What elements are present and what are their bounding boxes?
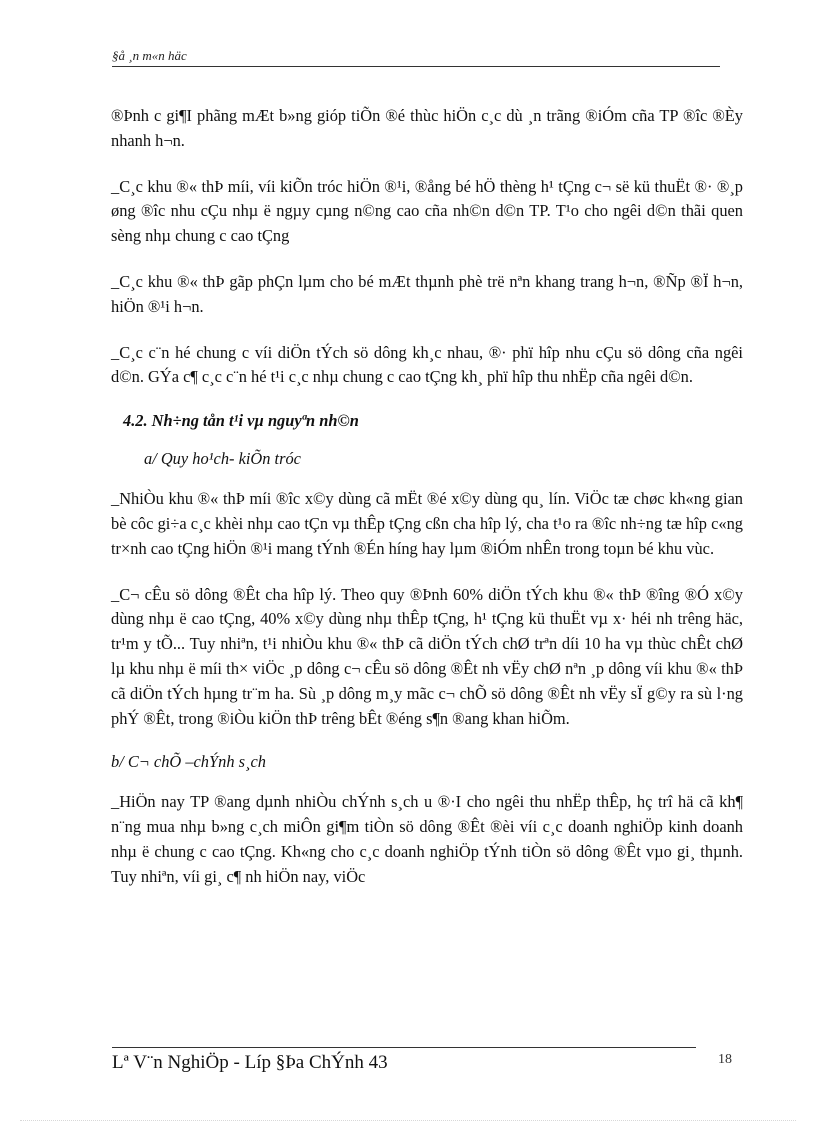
paragraph: ®Þnh c gi¶I phãng mÆt b»ng gióp tiÕn ®é thùc hiÖn c¸c dù ¸n trãng ®iÓm cña TP ®îc ®Èy nhanh h¬n. xyxy=(111,106,743,150)
footer-rule xyxy=(112,1047,696,1048)
paragraph: _C¸c c¨n hé chung c víi diÖn tÝch sö dông kh¸c nhau, ®· phï hîp nhu cÇu sö dông cña ngêi d©n. GÝa c¶ c¸c c¨n hé t¹i c¸c nhµ chung c cao tÇng kh¸ phï hîp thu nhËp cña ngêi d©n. xyxy=(111,342,743,387)
paragraph: _HiÖn nay TP ®ang dµnh nhiÒu chÝnh s¸ch u ®·I cho ngêi thu nhËp thÊp, hç trî hä cã kh¶ n¨ng mua nhµ b»ng c¸ch miÔn gi¶m tiÒn sö dông ®Êt ®èi víi c¸c doanh nghiÖp kinh doanh nhµ ë chung c cao tÇng. Kh«ng cho c¸c doanh nghiÖp tÝnh tiÒn sö dông ®Êt vµo gi¸ thµnh. Tuy nhiªn, víi gi¸ c¶ nh hiÖn nay, viÖc xyxy=(111,792,743,886)
paragraph: _C¸c khu ®« thÞ gãp phÇn lµm cho bé mÆt thµnh phè trë nªn khang trang h¬n, ®Ñp ®Ï h¬n, hiÖn ®¹i h¬n. xyxy=(111,271,743,316)
paragraph: _C¸c khu ®« thÞ míi, víi kiÕn tróc hiÖn ®¹i, ®ång bé hÖ thèng h¹ tÇng c¬ së kü thuËt ®· ®¸p øng ®îc nhu cÇu nhµ ë ngµy cµng n©ng cao cña nh©n d©n TP. T¹o cho ngêi d©n thãi quen sèng nhµ chung c cao tÇng xyxy=(111,176,743,246)
document-body xyxy=(111,104,743,911)
paragraph: _C¬ cÊu sö dông ®Êt cha hîp lý. Theo quy ®Þnh 60% diÖn tÝch khu ®« thÞ ®îng ®Ó x©y dùng nhµ ë cao tÇng, 40% x©y dùng nhµ thÊp tÇng, h¹ tÇng kü thuËt vµ x· héi nh trêng häc, tr¹m y tÕ... Tuy nhiªn, t¹i nhiÒu khu ®« thÞ cã diÖn tÝch chØ trªn díi 10 ha vµ thùc chÊt chØ lµ khu nhµ ë míi th× viÖc ¸p dông c¬ cÊu sö dông ®Êt nh vËy chØ nªn ¸p dông víi khu ®« thÞ cã diÖn tÝch hµng tr¨m ha. Sù ¸p dông m¸y mãc c¬ chÕ sö dông ®Êt nh vËy sÏ g©y ra sù l·ng phÝ ®Êt, trong ®iÒu kiÖn thÞ trêng bÊt ®éng s¶n ®ang khan hiÕm. xyxy=(111,584,743,728)
paragraph: _NhiÒu khu ®« thÞ míi ®îc x©y dùng cã mËt ®é x©y dùng qu¸ lín. ViÖc tæ chøc kh«ng gian bè côc gi÷a c¸c khèi nhµ cao tÇn vµ thÊp tÇng cßn cha hîp lý, cha t¹o ra ®îc nh÷ng tæ hîp c«ng tr×nh cao tÇng hiÖn ®¹i mang tÝnh ®Én híng hay lµm ®iÓm nhÊn trong toµn bé khu vùc. xyxy=(111,489,743,558)
section-heading: 4.2. Nh÷ng tån t¹i vµ nguyªn nh©n xyxy=(123,411,359,431)
subsection-heading-b: b/ C¬ chÕ –chÝnh s¸ch xyxy=(111,752,266,772)
footer-author: Lª V¨n NghiÖp - Líp §Þa ChÝnh 43 xyxy=(112,1052,388,1073)
page-number: 18 xyxy=(718,1052,732,1067)
running-header: §å ¸n m«n häc xyxy=(112,48,187,63)
header-rule xyxy=(112,66,720,67)
subsection-heading-a: a/ Quy ho¹ch- kiÕn tróc xyxy=(144,449,301,469)
page-bottom-border xyxy=(20,1120,796,1121)
